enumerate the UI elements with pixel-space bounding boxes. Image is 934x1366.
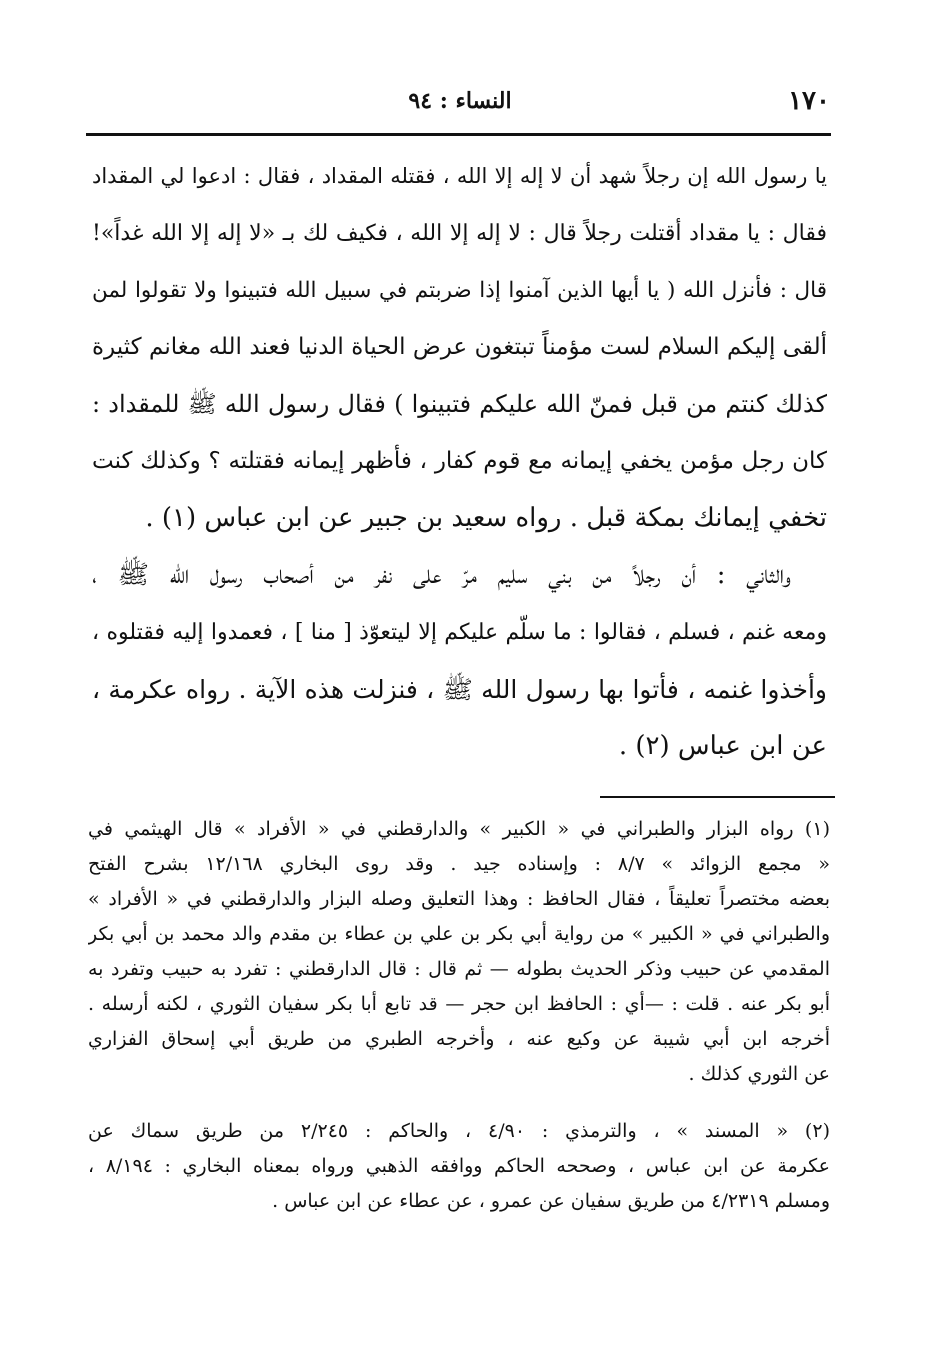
- header-rule: [86, 133, 831, 136]
- text-line: يا رسول الله إن رجلاً شهد أن لا إله إلا الله ، فقتله المقداد ، فقال : ادعوا لي المقداد: [92, 164, 827, 188]
- footnote-line: « مجمع الزوائد » ٨/٧ : وإسناده جيد . وقد روى البخاري ١٢/١٦٨ بشرح الفتح: [88, 853, 830, 875]
- footnote-line: عكرمة عن ابن عباس ، وصححه الحاكم ووافقه الذهبي ورواه بمعناه البخاري : ٨/١٩٤ ،: [88, 1155, 830, 1177]
- text-line: كان رجل مؤمن يخفي إيمانه مع قوم كفار ، فأظهر إيمانه فقتلته ؟ وكذلك كنت: [92, 448, 827, 474]
- footnote-line: والطبراني في « الكبير » من رواية أبي بكر بن علي بن عطاء بن مقدم والد محمد بن أبي بكر: [88, 923, 830, 945]
- text-line: وأخذوا غنمه ، فأتوا بها رسول الله ﷺ ، فنزلت هذه الآية . رواه عكرمة ،: [92, 675, 827, 704]
- running-title: النساء : ٩٤: [408, 88, 512, 114]
- text-line: ألقى إليكم السلام لست مؤمناً تبتغون عرض الحياة الدنيا فعند الله مغانم كثيرة: [92, 334, 827, 360]
- footnote-line: (٢) « المسند » ، والترمذي : ٤/٩٠ ، والحاكم : ٢/٢٤٥ من طريق سماك عن: [88, 1120, 830, 1142]
- footnote-2: [88, 1114, 830, 1219]
- text-line: عن ابن عباس (٢) .: [618, 731, 827, 761]
- footnote-line: عن الثوري كذلك .: [688, 1063, 830, 1085]
- main-text: [92, 148, 827, 775]
- footnote-line: بعضه مختصراً تعليقاً ، فقال الحافظ : وهذا التعليق وصله البزار والدارقطني في « الأفراد »: [88, 888, 830, 910]
- footnote-line: ومسلم ٤/٢٣١٩ من طريق سفيان عن عمرو ، عن عطاء عن ابن عباس .: [272, 1190, 830, 1212]
- footnotes: [88, 812, 830, 1219]
- footnote-line: المقدمي عن حبيب وذكر الحديث بطوله — ثم قال : قال الدارقطني : تفرد به حبيب وتفرد به: [88, 958, 830, 980]
- text-line: ومعه غنم ، فسلم ، فقالوا : ما سلّم عليكم إلا ليتعوّذ [ منا ] ، فعمدوا إليه فقتلوه ،: [92, 620, 827, 645]
- text-line: فقال : يا مقداد أقتلت رجلاً قال : لا إله إلا الله ، فكيف لك بـ «لا إله إلا الله غداً»!: [92, 221, 827, 246]
- footnote-separator: [600, 796, 835, 798]
- footnote-line: أخرجه ابن أبي شيبة عن وكيع عنه ، وأخرجه الطبري من طريق أبي إسحاق الفزاري: [88, 1028, 830, 1050]
- footnote-gap: [88, 1092, 830, 1114]
- text-line: والثاني : أن رجلاً من بني سليم مرّ على نفر من أصحاب رسول الله ﷺ ،: [92, 560, 791, 590]
- footnote-line: أبو بكر عنه . قلت : —أي : الحافظ ابن حجر — قد تابع أبا بكر سفيان الثوري ، لكنه أرسله .: [88, 993, 830, 1015]
- footnote-line: (١) رواه البزار والطبراني في « الكبير » والدارقطني في « الأفراد » قال الهيثمي في: [88, 818, 830, 840]
- page-header: [80, 86, 840, 126]
- footnote-1: [88, 812, 830, 1092]
- text-line: قال : فأنزل الله ( يا أيها الذين آمنوا إذا ضربتم في سبيل الله فتبينوا ولا تقولوا لمن: [92, 278, 827, 303]
- text-line: تخفي إيمانك بمكة قبل . رواه سعيد بن جبير عن ابن عباس (١) .: [145, 503, 827, 533]
- text-line: كذلك كنتم من قبل فمنّ الله عليكم فتبينوا ) فقال رسول الله ﷺ للمقداد :: [92, 390, 827, 418]
- page-number: ١٧٠: [788, 86, 830, 116]
